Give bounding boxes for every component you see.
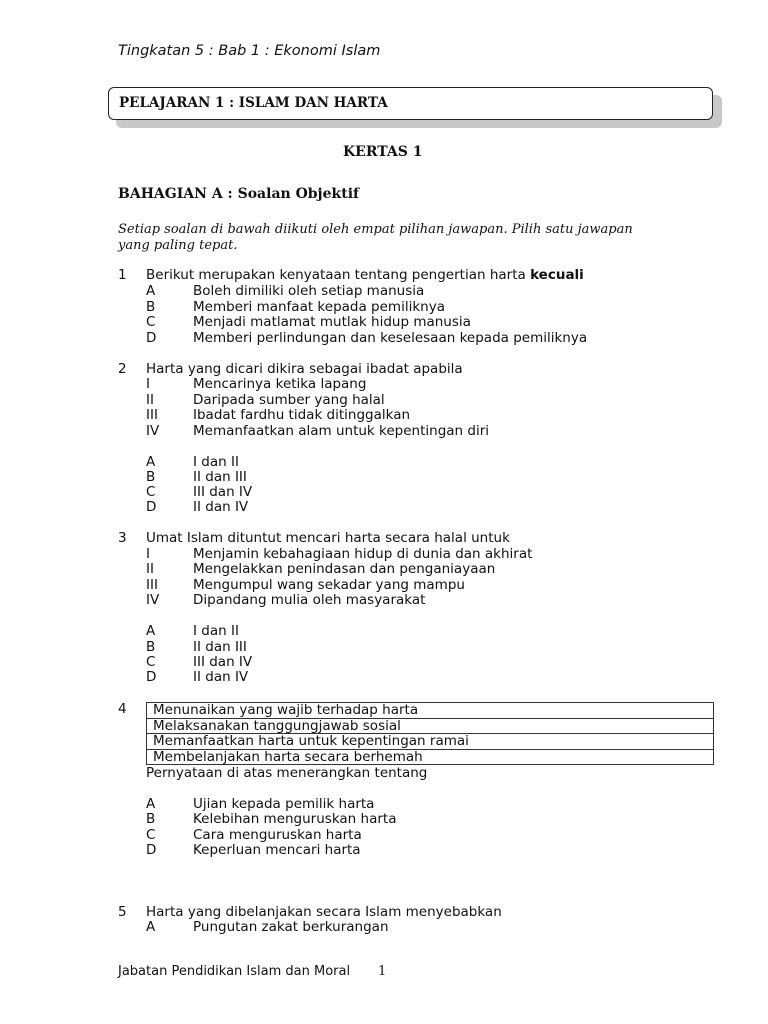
option-text: II dan IV <box>193 499 249 515</box>
option-text: Menjadi matlamat mutlak hidup manusia <box>193 314 471 330</box>
option-label: B <box>146 811 156 827</box>
statement-text: Daripada sumber yang halal <box>193 392 385 408</box>
option-text: Cara menguruskan harta <box>193 827 362 843</box>
option-text: II dan III <box>193 639 247 655</box>
question-1-emphasis: kecuali <box>530 267 584 283</box>
footer-text: Jabatan Pendidikan Islam dan Moral <box>118 964 351 979</box>
option-label: C <box>146 484 156 500</box>
option-label: A <box>146 454 156 470</box>
option-text: I dan II <box>193 454 239 470</box>
statement-table <box>146 702 714 765</box>
option-label: A <box>146 796 156 812</box>
table-cell: Membelanjakan harta secara berhemah <box>147 749 714 765</box>
option-label: C <box>146 827 156 843</box>
option-text: III dan IV <box>193 654 253 670</box>
option-label: D <box>146 330 157 346</box>
statement-text: Memanfaatkan alam untuk kepentingan diri <box>193 423 490 439</box>
option-text: Keperluan mencari harta <box>193 842 361 858</box>
option-label: D <box>146 499 157 515</box>
table-row <box>147 734 714 750</box>
statement-label: I <box>146 546 150 562</box>
statement-text: Menjamin kebahagiaan hidup di dunia dan akhirat <box>193 546 533 562</box>
table-row <box>147 718 714 734</box>
option-text: Kelebihan menguruskan harta <box>193 811 397 827</box>
question-2-number: 2 <box>118 361 127 377</box>
question-3-text: Umat Islam dituntut mencari harta secara halal untuk <box>146 530 510 546</box>
option-label: C <box>146 314 156 330</box>
statement-label: II <box>146 392 154 408</box>
instructions: Setiap soalan di bawah diikuti oleh empat pilihan jawapan. Pilih satu jawapan yang paling tepat. <box>118 222 633 253</box>
option-label: B <box>146 639 156 655</box>
question-5-number: 5 <box>118 904 127 920</box>
option-text: Memberi perlindungan dan keselesaan kepada pemiliknya <box>193 330 588 346</box>
option-text: Boleh dimiliki oleh setiap manusia <box>193 283 425 299</box>
question-3-number: 3 <box>118 530 127 546</box>
option-text: Pungutan zakat berkurangan <box>193 919 389 935</box>
option-label: B <box>146 299 156 315</box>
statement-text: Mengumpul wang sekadar yang mampu <box>193 577 465 593</box>
lesson-title: PELAJARAN 1 : ISLAM DAN HARTA <box>119 95 388 111</box>
option-label: A <box>146 623 156 639</box>
paper-title: KERTAS 1 <box>343 144 423 160</box>
question-1-stem <box>146 268 584 283</box>
table-cell: Menunaikan yang wajib terhadap harta <box>147 703 714 719</box>
statement-text: Ibadat fardhu tidak ditinggalkan <box>193 407 411 423</box>
running-header: Tingkatan 5 : Bab 1 : Ekonomi Islam <box>118 43 381 59</box>
statement-text: Dipandang mulia oleh masyarakat <box>193 592 426 608</box>
statement-text: Mencarinya ketika lapang <box>193 376 367 392</box>
section-title: BAHAGIAN A : Soalan Objektif <box>118 186 360 202</box>
statement-text: Mengelakkan penindasan dan penganiayaan <box>193 561 496 577</box>
option-text: III dan IV <box>193 484 253 500</box>
option-label: B <box>146 469 156 485</box>
question-2-text: Harta yang dicari dikira sebagai ibadat apabila <box>146 361 463 377</box>
question-1-number: 1 <box>118 267 127 283</box>
option-text: Memberi manfaat kepada pemiliknya <box>193 299 445 315</box>
option-text: Ujian kepada pemilik harta <box>193 796 375 812</box>
statement-label: I <box>146 376 150 392</box>
option-label: C <box>146 654 156 670</box>
option-label: A <box>146 283 156 299</box>
statement-label: III <box>146 577 158 593</box>
option-text: I dan II <box>193 623 239 639</box>
option-text: II dan IV <box>193 669 249 685</box>
statement-label: IV <box>146 592 160 608</box>
statement-label: III <box>146 407 158 423</box>
question-1-text: Berikut merupakan kenyataan tentang pengertian harta <box>146 267 531 283</box>
table-row <box>147 749 714 765</box>
question-4-text: Pernyataan di atas menerangkan tentang <box>146 765 428 781</box>
option-label: D <box>146 842 157 858</box>
question-5-text: Harta yang dibelanjakan secara Islam menyebabkan <box>146 904 502 920</box>
statement-label: IV <box>146 423 160 439</box>
option-text: II dan III <box>193 469 247 485</box>
table-row <box>147 703 714 719</box>
table-cell: Memanfaatkan harta untuk kepentingan ramai <box>147 734 714 750</box>
page-number: 1 <box>378 964 387 979</box>
statement-label: II <box>146 561 154 577</box>
option-label: A <box>146 919 156 935</box>
option-label: D <box>146 669 157 685</box>
question-4-number: 4 <box>118 701 127 717</box>
table-cell: Melaksanakan tanggungjawab sosial <box>147 718 714 734</box>
